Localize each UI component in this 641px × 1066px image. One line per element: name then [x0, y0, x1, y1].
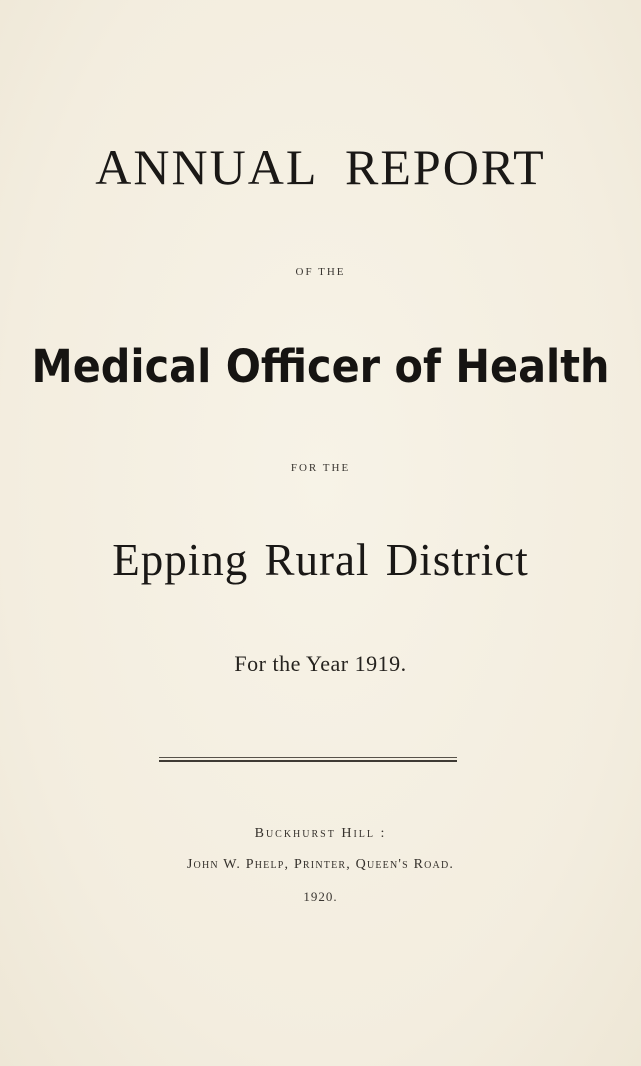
report-title: ANNUAL REPORT — [95, 139, 546, 195]
divider-rule-bottom — [159, 760, 457, 762]
officer-heading: Medical Officer of Health — [31, 340, 610, 393]
printer-line: John W. Phelp, Printer, Queen's Road. — [186, 857, 455, 872]
for-the-label: FOR THE — [290, 462, 351, 474]
of-the-label: OF THE — [295, 266, 346, 278]
publisher-place: Buckhurst Hill : — [254, 826, 387, 841]
publication-year: 1920. — [303, 889, 338, 904]
report-year: For the Year 1919. — [234, 651, 407, 676]
district-name: Epping Rural District — [112, 535, 529, 585]
divider-rule-top — [159, 757, 457, 758]
